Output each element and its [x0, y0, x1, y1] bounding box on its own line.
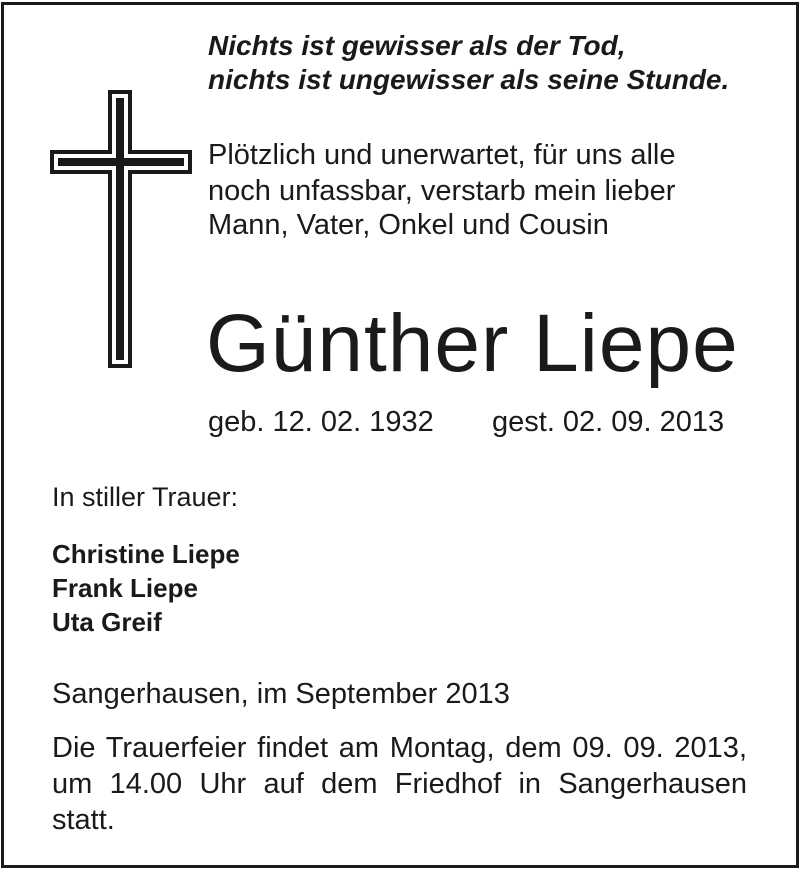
motto-line-1: Nichts ist gewisser als der Tod,	[208, 30, 626, 61]
deceased-name: Günther Liepe	[206, 298, 739, 389]
birth-date: geb. 12. 02. 1932	[208, 406, 434, 438]
mourning-label: In stiller Trauer:	[52, 482, 239, 512]
mourner-name: Uta Greif	[52, 607, 162, 637]
motto-line-2: nichts ist ungewisser als seine Stunde.	[208, 64, 730, 95]
place-and-date: Sangerhausen, im September 2013	[52, 678, 510, 710]
service-line-1: Die Trauerfeier findet am Montag, dem 09. 09. 2013,	[52, 732, 747, 764]
service-line-3: statt.	[52, 804, 115, 836]
intro-line-2: noch unfassbar, verstarb mein lieber	[208, 175, 676, 207]
mourner-name: Frank Liepe	[52, 573, 198, 603]
intro-line-1: Plötzlich und unerwartet, für uns alle	[208, 139, 676, 171]
cross-icon	[50, 90, 192, 368]
intro-line-3: Mann, Vater, Onkel und Cousin	[208, 209, 609, 241]
mourner-name: Christine Liepe	[52, 539, 240, 569]
service-line-2: um 14.00 Uhr auf dem Friedhof in Sangerhausen	[52, 768, 747, 800]
death-date: gest. 02. 09. 2013	[492, 406, 725, 438]
